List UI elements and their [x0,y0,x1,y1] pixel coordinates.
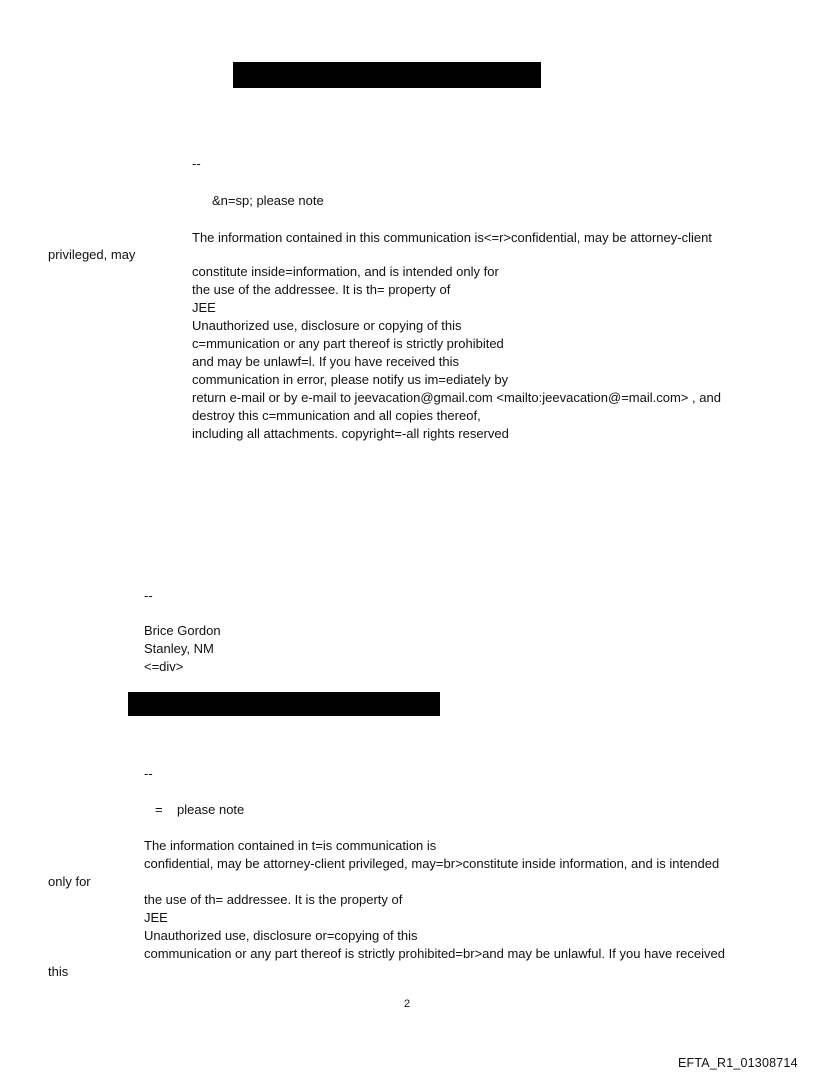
redaction-bar-top [233,62,541,88]
block1-line: c=mmunication or any part thereof is strictly prohibited [192,336,504,351]
block2-line6: communication or any part thereof is strictly prohibited=br>and may be unlawful. If you have received [144,946,725,961]
redaction-bar-middle [128,692,440,716]
block2-wrap2: only for [48,874,91,889]
block1-line: destroy this c=mmunication and all copies thereof, [192,408,481,423]
block1-line: constitute inside=information, and is intended only for [192,264,499,279]
signature-location: Stanley, NM [144,641,214,656]
block1-line-first: The information contained in this communication is<=r>confidential, may be attorney-client [192,230,712,245]
block2-line5: Unauthorized use, disclosure or=copying of this [144,928,418,943]
block1-please-note: &n=sp; please note [212,193,324,208]
block2-line1: The information contained in t=is communication is [144,838,437,853]
block2-wrap6: this [48,964,69,979]
block1-line-email: return e-mail or by e-mail to jeevacation@gmail.com <mailto:jeevacation@=mail.com> , and [192,390,721,405]
block1-wrap-first: privileged, may [48,247,136,262]
block2-please-note: = please note [155,802,245,817]
block1-line: the use of the addressee. It is th= property of [192,282,451,297]
block1-line: and may be unlawf=l. If you have received this [192,354,460,369]
document-id: EFTA_R1_01308714 [678,1056,798,1070]
block2-line4: JEE [144,910,168,925]
block1-line: JEE [192,300,216,315]
block2-line3: the use of th= addressee. It is the property of [144,892,403,907]
block1-dashes: -- [192,156,201,171]
block1-line: communication in error, please notify us im=ediately by [192,372,509,387]
signature-dashes: -- [144,588,153,603]
block1-line: including all attachments. copyright=-all rights reserved [192,426,509,441]
signature-div-tag: <=div> [144,659,184,674]
block2-dashes: -- [144,766,153,781]
block1-line: Unauthorized use, disclosure or copying of this [192,318,462,333]
page-number: 2 [404,998,411,1010]
block2-line2: confidential, may be attorney-client privileged, may=br>constitute inside information, and is intended [144,856,720,871]
signature-name: Brice Gordon [144,623,221,638]
